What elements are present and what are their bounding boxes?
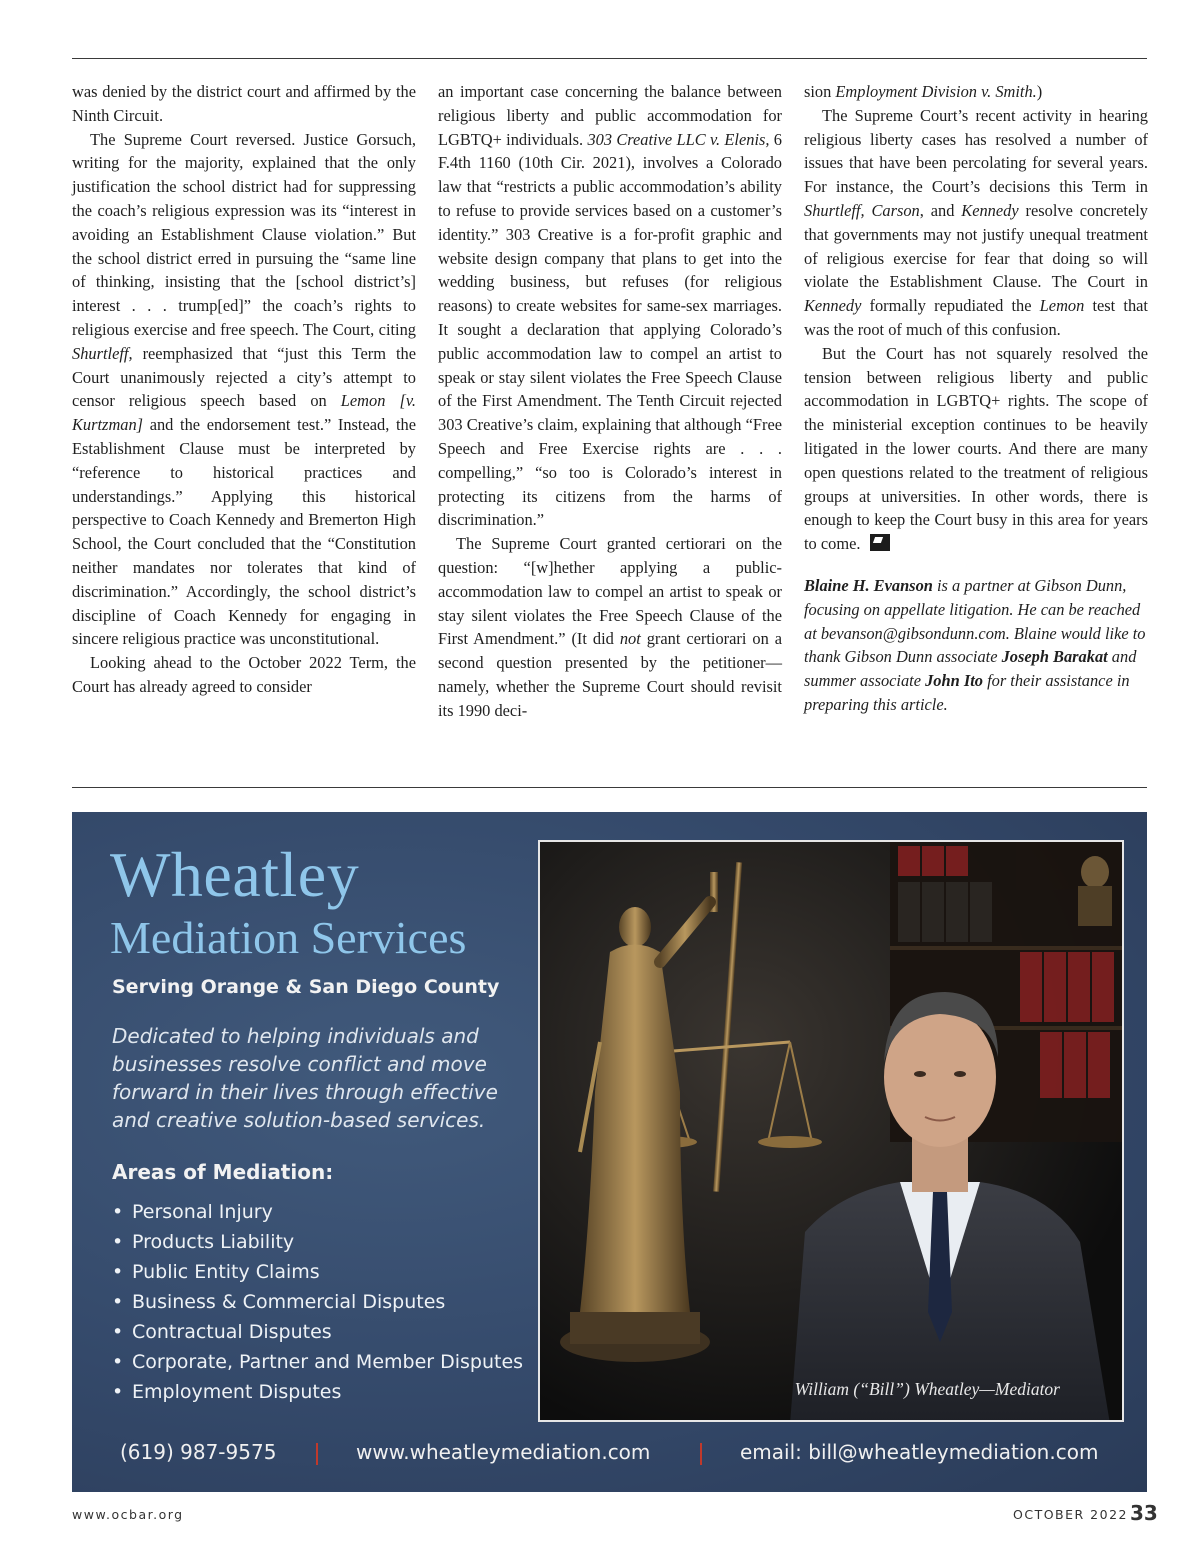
footer-issue-date: OCTOBER 2022: [1013, 1507, 1128, 1522]
ad-title: Wheatley: [110, 839, 360, 910]
paragraph: But the Court has not squarely resolved the tension between religious liberty and public accommodation in LGBTQ+ rights. The scope of the ministerial exception continues to be heavily litigated in the lower courts. And there are many open questions related to the treatment of religious groups at universities. In other words, there is enough to keep the Court busy in this area for years to come.: [804, 343, 1148, 554]
website-link[interactable]: www.wheatleymediation.com: [356, 1440, 651, 1464]
ad-areas-heading: Areas of Mediation:: [112, 1160, 334, 1184]
separator: [316, 1443, 318, 1465]
separator: [700, 1443, 702, 1465]
list-item: • Business & Commercial Disputes: [112, 1287, 523, 1317]
section-rule: [72, 787, 1147, 788]
top-rule: [72, 58, 1147, 59]
ad-subtitle: Mediation Services: [110, 912, 467, 963]
mediator-photo-illustration: [540, 842, 1124, 1422]
paragraph: sion Employment Division v. Smith.): [804, 82, 1043, 101]
paragraph: an important case concerning the balance between religious liberty and public accommodation for LGBTQ+ individuals. 303 Creative LLC v. Elenis, 6 F.4th 1160 (10th Cir. 2021), involves a Colorado law that “restricts a public accommodation’s ability to refuse to provide services based on a customer’s identity.” 303 Creative is a for-profit graphic and website design company that plans to get into the wedding business, but refuses (for religious reasons) to create websites for same-sex marriages. It sought a declaration that applying Colorado’s public accommodation law to compel an artist to speak or stay silent violates the Free Speech Clause of the First Amendment. The Tenth Circuit rejected 303 Creative’s claim, explaining that although “Free Speech and Free Exercise rights are . . . compelling,” “so too is Colorado’s interest in protecting its citizens from the harms of discrimination.”: [438, 82, 782, 530]
ad-tagline: Dedicated to helping individuals and businesses resolve conflict and move forward in their lives through effective and creative solution-based services.: [112, 1024, 498, 1132]
footer-website[interactable]: www.ocbar.org: [72, 1507, 184, 1522]
article-column-2: [438, 80, 782, 723]
paragraph: Looking ahead to the October 2022 Term, the Court has already agreed to consider: [72, 653, 416, 696]
ad-service-area: Serving Orange & San Diego County: [112, 976, 500, 998]
email-link[interactable]: email: bill@wheatleymediation.com: [740, 1440, 1099, 1464]
article-column-3: [804, 80, 1148, 717]
article-column-1: [72, 80, 416, 699]
list-item: • Products Liability: [112, 1227, 523, 1257]
list-item: • Employment Disputes: [112, 1377, 523, 1407]
list-item: • Public Entity Claims: [112, 1257, 523, 1287]
list-item: • Contractual Disputes: [112, 1317, 523, 1347]
ad-areas-list: [112, 1197, 523, 1407]
page-number: 33: [1130, 1501, 1158, 1525]
photo-caption: William (“Bill”) Wheatley—Mediator: [794, 1379, 1060, 1399]
list-item: • Personal Injury: [112, 1197, 523, 1227]
paragraph: The Supreme Court granted certiorari on the question: “[w]hether applying a public-accommodation law to compel an artist to speak or stay silent violates the Free Speech Clause of the First Amendment.” (It did not grant certiorari on a second question presented by the petitioner—namely, whether the Supreme Court should revisit its 1990 deci-: [438, 534, 783, 720]
mediator-photo: [538, 840, 1124, 1422]
ad-contact-bar: [72, 1440, 1147, 1480]
paragraph: was denied by the district court and affirmed by the Ninth Circuit.: [72, 82, 416, 125]
paragraph: The Supreme Court’s recent activity in hearing religious liberty cases has resolved a number of issues that have been percolating for several years. For instance, the Court’s decisions this Term in Shurtleff, Carson, and Kennedy resolve concretely that governments may not justify unequal treatment of religious exercise for fear that doing so will violate the Establishment Clause. The Court in Kennedy formally repudiated the Lemon test that was the root of much of this confusion.: [804, 105, 1148, 339]
list-item: • Corporate, Partner and Member Disputes: [112, 1347, 523, 1377]
phone-number[interactable]: (619) 987-9575: [120, 1440, 277, 1464]
wheatley-advertisement[interactable]: [72, 812, 1147, 1492]
ocba-end-mark-icon: [870, 534, 890, 551]
author-bio: Blaine H. Evanson is a partner at Gibson Dunn, focusing on appellate litigation. He can be reached at bevanson@gibsondunn.com. Blaine would like to thank Gibson Dunn associate Joseph Barakat and summer associate John Ito for their assistance in preparing this article.: [804, 575, 1146, 714]
paragraph: The Supreme Court reversed. Justice Gorsuch, writing for the majority, explained that the only justification the school district had for suppressing the coach’s religious expression was its “interest in avoiding an Establishment Clause violation.” But the school district erred in pursuing the “same line of thinking, insisting that the [school district’s] interest . . . trump[ed]” the coach’s rights to religious exercise and free speech. The Court, citing Shurtleff, reemphasized that “just this Term the Court unanimously rejected a city’s attempt to censor religious speech based on Lemon [v. Kurtzman] and the endorsement test.” Instead, the Establishment Clause must be interpreted by “reference to historical practices and understandings.” Applying this historical perspective to Coach Kennedy and Bremerton High School, the Court concluded that the “Constitution neither mandates nor tolerates that kind of discrimination.” Accordingly, the school district’s discipline of Coach Kennedy for engaging in sincere religious practice was unconstitutional.: [72, 129, 416, 649]
